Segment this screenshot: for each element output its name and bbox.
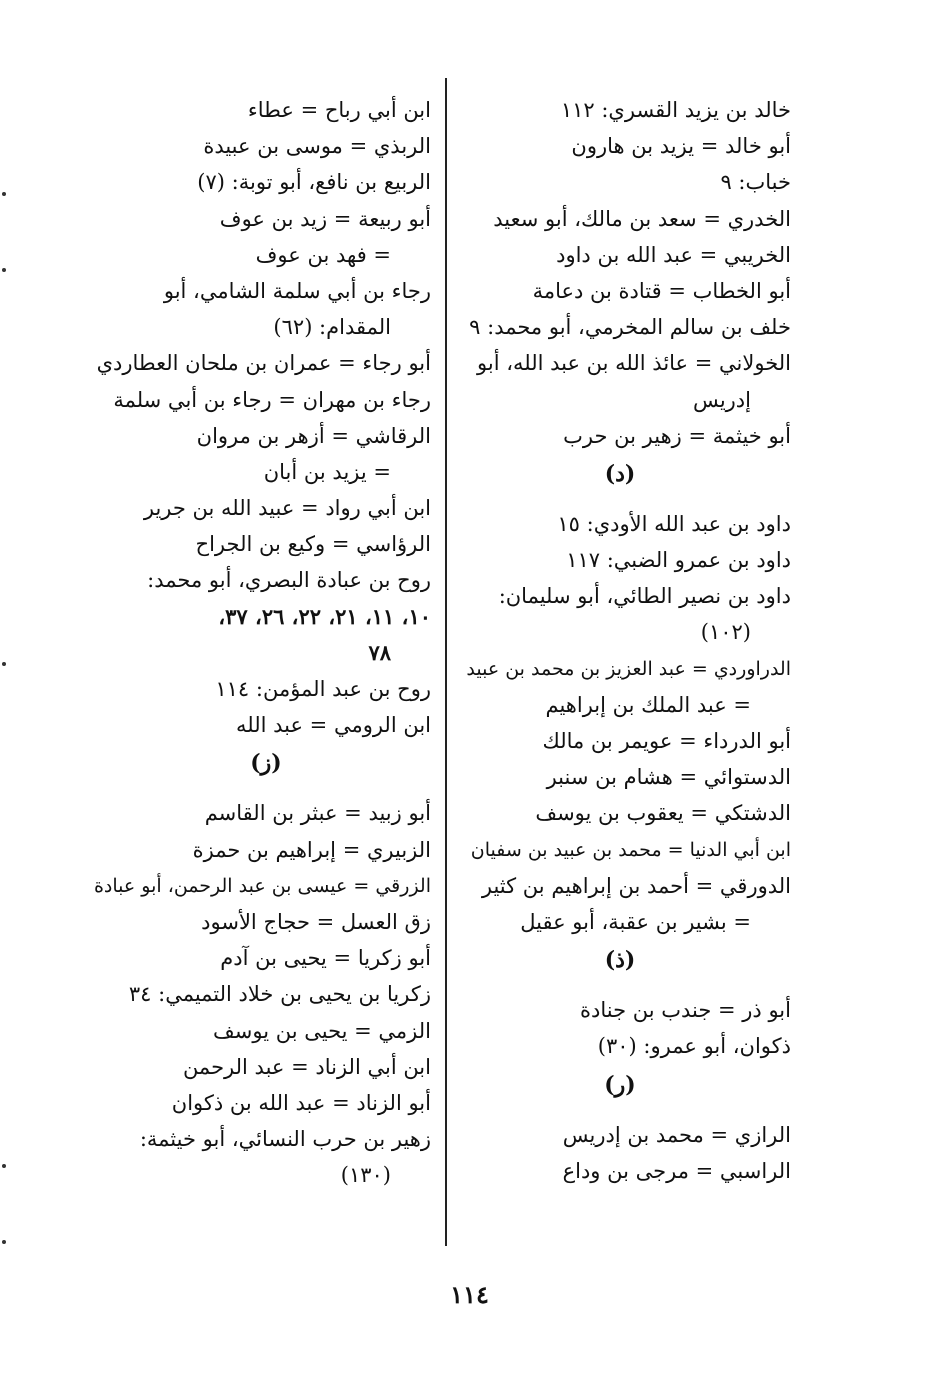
- index-entry: الراسبي = مرجى بن وداع: [562, 1158, 791, 1183]
- index-entry-continuation: المقدام: (٦٢): [273, 315, 391, 340]
- index-entry: أبو رجاء = عمران بن ملحان العطاردي: [96, 351, 431, 376]
- index-entry-continuation: = فهد بن عوف: [255, 242, 391, 267]
- left-column: [93, 92, 431, 1193]
- index-entry-continuation: = بشير بن عقبة، أبو عقيل: [520, 909, 751, 934]
- section-heading-dhal: (ذ): [604, 947, 636, 974]
- index-entry: خباب: ٩: [720, 170, 791, 195]
- index-entry: رجاء بن أبي سلمة الشامي، أبو: [163, 278, 431, 303]
- index-entry: ذكوان، أبو عمرو: (٣٠): [597, 1034, 791, 1059]
- index-entry: أبو ربيعة = زيد بن عوف: [219, 206, 431, 231]
- column-divider: [445, 78, 447, 1246]
- index-entry: روح بن عبادة البصري، أبو محمد:: [147, 568, 431, 593]
- index-entry: الرازي = محمد بن إدريس: [562, 1122, 791, 1147]
- index-entry: ابن أبي الزناد = عبد الرحمن: [182, 1054, 431, 1079]
- index-entry: أبو الخطاب = قتادة بن دعامة: [532, 278, 791, 303]
- index-entry: ابن أبي رواد = عبيد الله بن جرير: [143, 496, 431, 521]
- index-entry: الربيع بن نافع، أبو توبة: (٧): [197, 170, 431, 195]
- index-entry: أبو زبيد = عبثر بن القاسم: [204, 801, 431, 826]
- section-heading-zay: (ز): [250, 750, 282, 777]
- index-entry: زق العسل = حجاج الأسود: [201, 909, 431, 934]
- scan-mark: [2, 1164, 6, 1168]
- index-entry: الخريبي = عبد الله بن داود: [556, 242, 791, 267]
- index-entry: أبو ذر = جندب بن جنادة: [579, 998, 791, 1023]
- section-heading-ra: (ر): [604, 1071, 636, 1098]
- index-entry-continuation: (١٠٢): [700, 620, 751, 645]
- index-entry: داود بن نصير الطائي، أبو سليمان:: [498, 584, 791, 609]
- index-entry: ابن الرومي = عبد الله: [235, 713, 431, 738]
- index-entry: الدورقي = أحمد بن إبراهيم بن كثير: [481, 873, 791, 898]
- index-entry: الربذي = موسى بن عبيدة: [203, 134, 431, 159]
- index-entry-continuation: = عبد الملك بن إبراهيم: [545, 692, 751, 717]
- index-entry: الخدري = سعد بن مالك، أبو سعيد: [493, 206, 791, 231]
- section-heading-dal: (د): [604, 460, 636, 487]
- index-entry: روح بن عبد المؤمن: ١١٤: [215, 677, 431, 701]
- index-entry: الدشتكي = يعقوب بن يوسف: [535, 801, 791, 826]
- index-entry: الزبيري = إبراهيم بن حمزة: [192, 837, 431, 862]
- index-entry: خالد بن يزيد القسري: ١١٢: [560, 98, 791, 122]
- index-entry: الزرقي = عيسى بن عبد الرحمن، أبو عبادة: [93, 874, 431, 897]
- index-entry: الزمي = يحيى بن يوسف: [213, 1018, 431, 1043]
- index-entry: الدستوائي = هشام بن سنبر: [546, 765, 791, 790]
- index-entry: خلف بن سالم المخرمي، أبو محمد: ٩: [469, 315, 791, 340]
- right-column: [449, 92, 791, 1189]
- index-entry: الرقاشي = أزهر بن مروان: [196, 423, 431, 448]
- index-entry: الرؤاسي = وكيع بن الجراح: [195, 532, 431, 557]
- index-entry-continuation: إدريس: [693, 387, 751, 412]
- index-entry: أبو الدرداء = عويمر بن مالك: [542, 729, 791, 753]
- index-entry: الخولاني = عائذ الله بن عبد الله، أبو: [477, 351, 791, 376]
- index-entry-pages: ٧٨: [368, 639, 391, 665]
- scan-mark: [2, 192, 6, 196]
- index-entry: زكريا بن يحيى بن خلاد التميمي: ٣٤: [128, 982, 431, 1007]
- scan-mark: [2, 1240, 6, 1244]
- scan-mark: [2, 662, 6, 666]
- index-entry: أبو خيثمة = زهير بن حرب: [563, 423, 791, 448]
- index-entry: أبو الزناد = عبد الله بن ذكوان: [171, 1090, 431, 1115]
- index-entry: داود بن عبد الله الأودي: ١٥: [557, 511, 791, 536]
- index-entry-pages: ١٠، ١١، ٢١، ٢٢، ٢٦، ٣٧،: [218, 603, 431, 629]
- index-entry: زهير بن حرب النسائي، أبو خيثمة:: [139, 1127, 431, 1152]
- page-number: ١١٤: [450, 1280, 489, 1309]
- index-entry: أبو خالد = يزيد بن هارون: [571, 134, 791, 159]
- index-entry: داود بن عمرو الضبي: ١١٧: [566, 548, 791, 573]
- index-entry-continuation: = يزيد بن أبان: [263, 459, 391, 484]
- index-entry: الدراوردي = عبد العزيز بن محمد بن عبيد: [466, 657, 791, 680]
- index-entry-continuation: (١٣٠): [340, 1163, 391, 1188]
- index-entry: ابن أبي الدنيا = محمد بن عبيد بن سفيان: [470, 838, 791, 861]
- index-entry: ابن أبي رباح = عطاء: [247, 98, 431, 122]
- index-entry: رجاء بن مهران = رجاء بن أبي سلمة: [113, 387, 431, 412]
- scan-mark: [2, 268, 6, 272]
- index-entry: أبو زكريا = يحيى بن آدم: [220, 946, 431, 971]
